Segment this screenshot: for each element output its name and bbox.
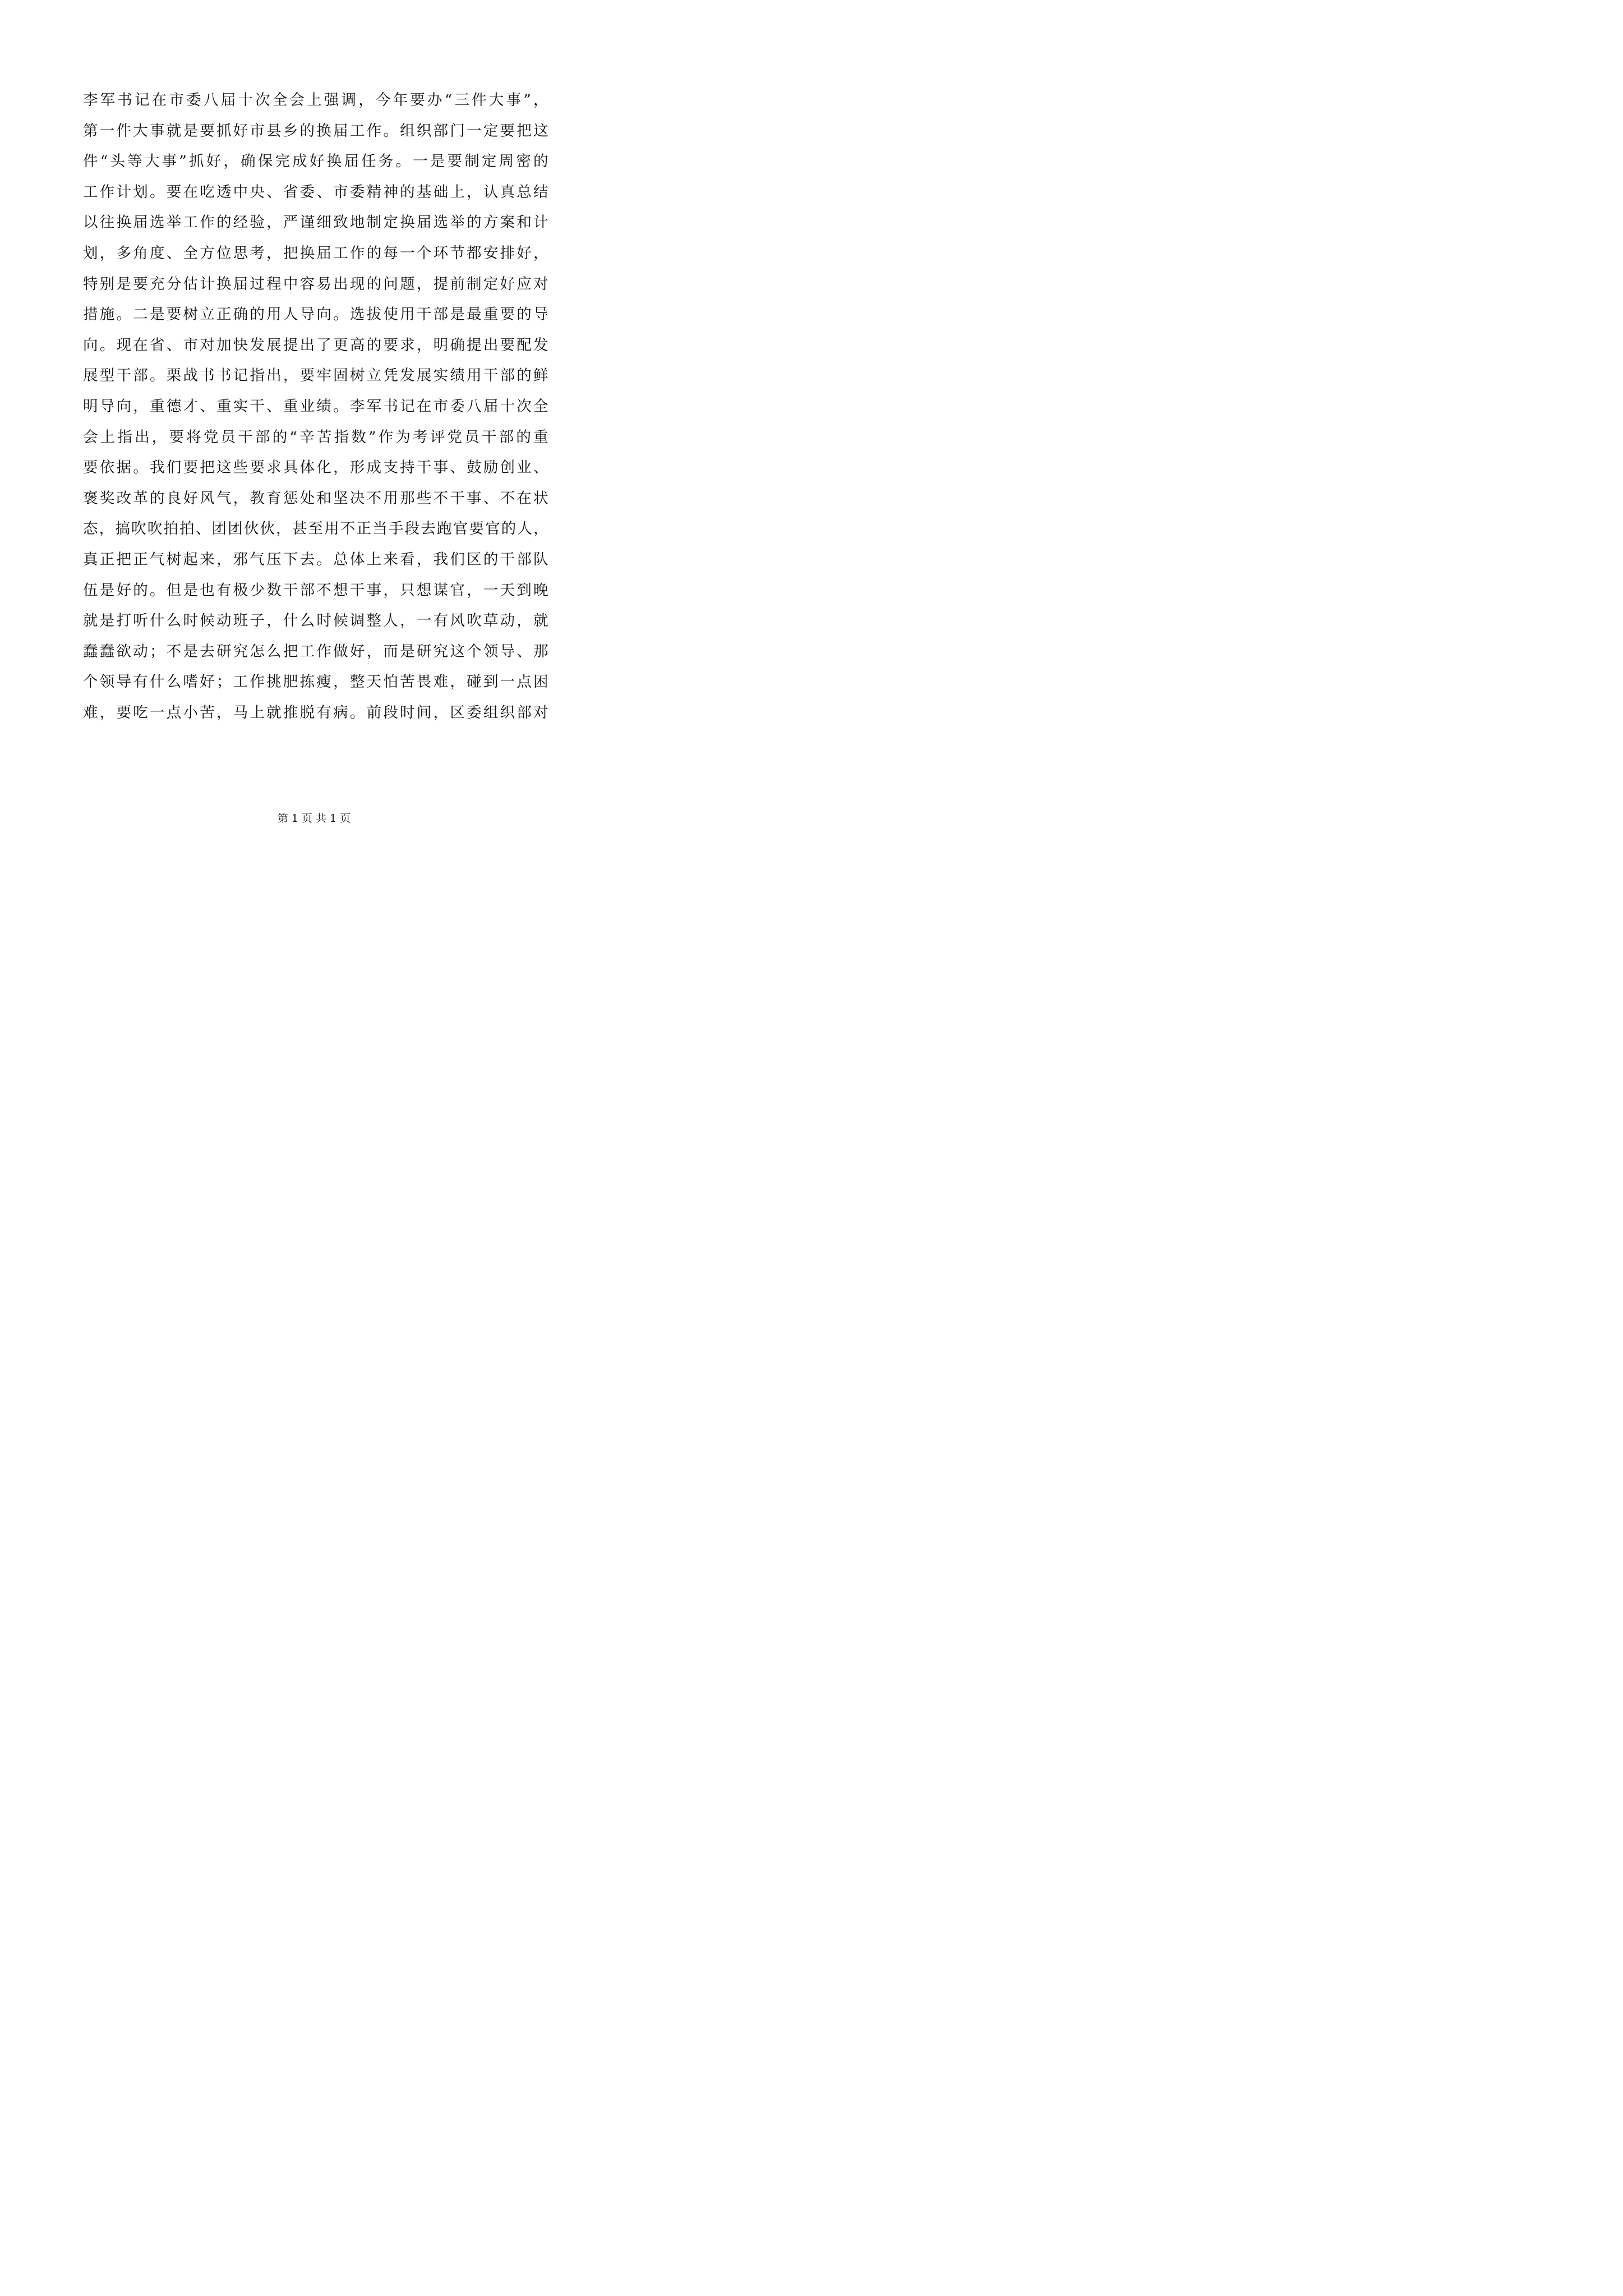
text-line: 件“头等大事”抓好，确保完成好换届任务。一是要制定周密的	[83, 153, 548, 171]
text-line: 展型干部。栗战书书记指出，要牢固树立凭发展实绩用干部的鲜	[83, 367, 548, 385]
page-number-label: 第 1 页 共 1 页	[277, 812, 351, 825]
text-line: 工作计划。要在吃透中央、省委、市委精神的基础上，认真总结	[83, 183, 548, 201]
text-line: 第一件大事就是要抓好市县乡的换届工作。组织部门一定要把这	[83, 122, 548, 140]
document-page	[0, 0, 628, 888]
text-line: 措施。二是要树立正确的用人导向。选拔使用干部是最重要的导	[83, 306, 548, 324]
text-line: 真正把正气树起来，邪气压下去。总体上来看，我们区的干部队	[83, 550, 548, 568]
text-line: 难，要吃一点小苦，马上就推脱有病。前段时间，区委组织部对	[83, 703, 548, 721]
text-line: 明导向，重德才、重实干、重业绩。李军书记在市委八届十次全	[83, 397, 548, 415]
text-line: 李军书记在市委八届十次全会上强调，今年要办“三件大事”，	[83, 91, 548, 109]
text-line: 就是打听什么时候动班子，什么时候调整人，一有风吹草动，就	[83, 612, 548, 630]
page-footer	[0, 812, 628, 825]
text-line: 会上指出，要将党员干部的“辛苦指数”作为考评党员干部的重	[83, 428, 548, 446]
text-line: 要依据。我们要把这些要求具体化，形成支持干事、鼓励创业、	[83, 459, 548, 477]
text-line: 划，多角度、全方位思考，把换届工作的每一个环节都安排好，	[83, 244, 548, 262]
text-line: 伍是好的。但是也有极少数干部不想干事，只想谋官，一天到晚	[83, 581, 548, 599]
text-line: 向。现在省、市对加快发展提出了更高的要求，明确提出要配发	[83, 336, 548, 354]
text-line: 个领导有什么嗜好；工作挑肥拣瘦，整天怕苦畏难，碰到一点困	[83, 673, 548, 691]
body-text	[83, 85, 548, 728]
text-line: 态，搞吹吹拍拍、团团伙伙，甚至用不正当手段去跑官要官的人，	[83, 520, 548, 538]
text-line: 特别是要充分估计换届过程中容易出现的问题，提前制定好应对	[83, 275, 548, 293]
text-line: 以往换届选举工作的经验，严谨细致地制定换届选举的方案和计	[83, 214, 548, 232]
text-line: 褒奖改革的良好风气，教育惩处和坚决不用那些不干事、不在状	[83, 489, 548, 507]
text-line: 蠢蠢欲动；不是去研究怎么把工作做好，而是研究这个领导、那	[83, 642, 548, 660]
